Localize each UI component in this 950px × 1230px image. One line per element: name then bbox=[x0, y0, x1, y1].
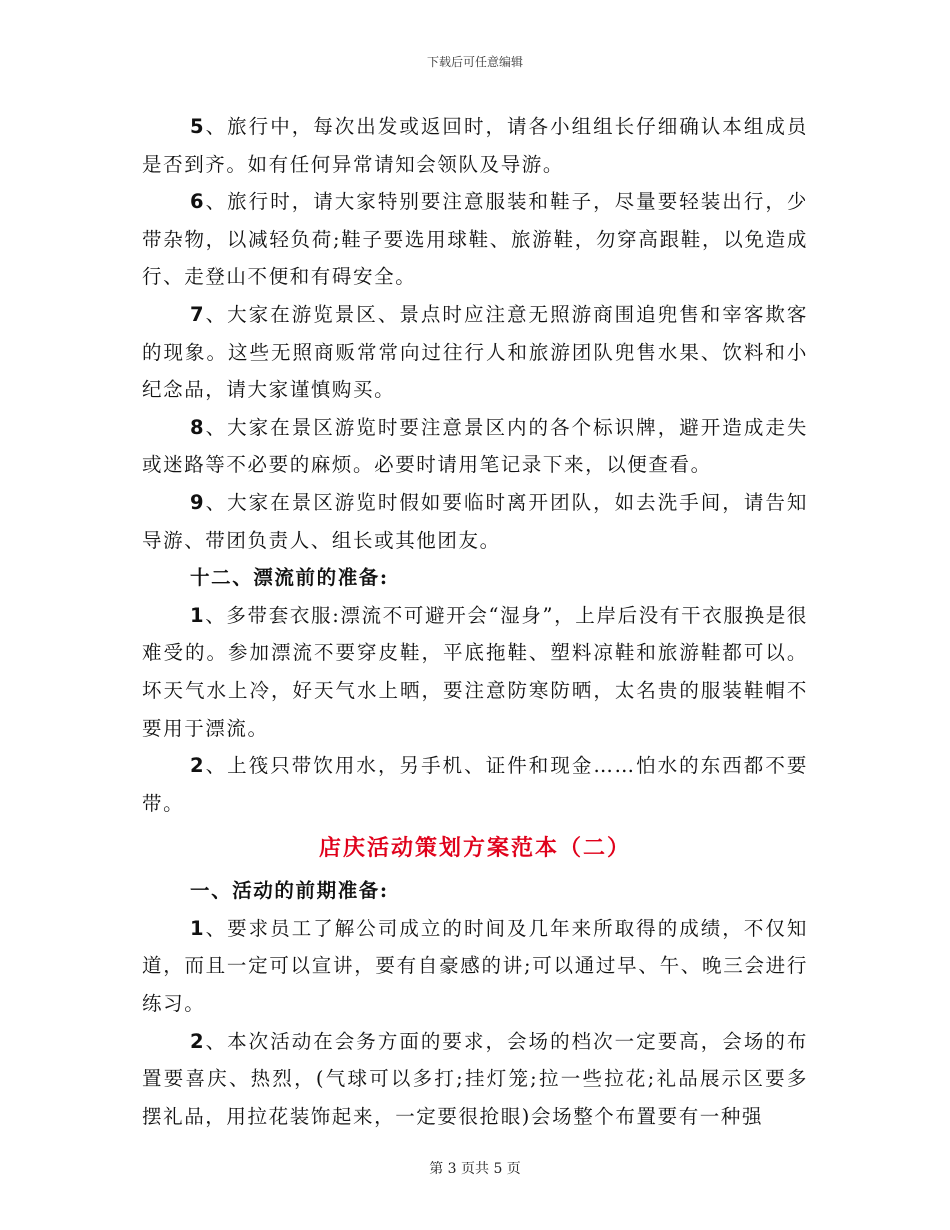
heading-rafting-preparation: 十二、漂流前的准备: bbox=[190, 566, 389, 590]
item-text: 、上筏只带饮用水，另手机、证件和现金……怕水的东西都不要带。 bbox=[142, 754, 808, 815]
page-header: 下载后可任意编辑 bbox=[426, 55, 523, 69]
item-number: 8 bbox=[190, 415, 206, 439]
item-number: 7 bbox=[190, 302, 206, 326]
item-text: 、要求员工了解公司成立的时间及几年来所取得的成绩，不仅知道，而且一定可以宣讲，要有自豪感的讲;可以通过早、午、晚三会进行练习。 bbox=[142, 916, 808, 1016]
page-footer: 第 3 页共 5 页 bbox=[429, 1161, 521, 1177]
item-text: 、大家在景区游览时要注意景区内的各个标识牌，避开造成走失或迷路等不必要的麻烦。必要时请用笔记录下来，以便查看。 bbox=[142, 415, 808, 477]
item-text: 、旅行中，每次出发或返回时，请各小组组长仔细确认本组成员是否到齐。如有任何异常请知会领队及导游。 bbox=[142, 115, 808, 176]
item-text: 、大家在景区游览时假如要临时离开团队，如去洗手间，请告知导游、带团负责人、组长或其他团友。 bbox=[142, 490, 808, 552]
list-item-9 bbox=[142, 484, 808, 559]
list-item-5 bbox=[142, 108, 808, 183]
list-item-6 bbox=[142, 183, 808, 296]
item-number: 2 bbox=[190, 754, 206, 778]
item-number: 2 bbox=[190, 1029, 206, 1053]
item-text: 、本次活动在会务方面的要求，会场的档次一定要高，会场的布置要喜庆、热烈，(气球可以多打;挂灯笼;拉一些拉花;礼品展示区要多摆礼品，用拉花装饰起来，一定要很抢眼)会场整个布置要有一种强 bbox=[142, 1029, 808, 1128]
rafting-item-2 bbox=[142, 747, 808, 822]
item-text: 、多带套衣服:漂流不可避开会“湿身”，上岸后没有干衣服换是很难受的。参加漂流不要穿皮鞋，平底拖鞋、塑料凉鞋和旅游鞋都可以。坏天气水上冷，好天气水上晒，要注意防寒防晒，太名贵的服装鞋帽不要用于漂流。 bbox=[142, 603, 808, 740]
item-number: 9 bbox=[190, 490, 206, 514]
heading-pre-event-preparation: 一、活动的前期准备: bbox=[190, 879, 389, 903]
list-item-7 bbox=[142, 296, 808, 409]
list-item-8 bbox=[142, 409, 808, 484]
item-number: 1 bbox=[190, 603, 206, 627]
item-number: 1 bbox=[190, 916, 206, 940]
section-title: 店庆活动策划方案范本（二） bbox=[318, 835, 631, 862]
item-number: 6 bbox=[190, 190, 206, 214]
rafting-item-1 bbox=[142, 597, 808, 747]
prep-item-2 bbox=[142, 1023, 808, 1136]
item-text: 、旅行时，请大家特别要注意服装和鞋子，尽量要轻装出行，少带杂物，以减轻负荷;鞋子要选用球鞋、旅游鞋，勿穿高跟鞋，以免造成行、走登山不便和有碍安全。 bbox=[142, 190, 808, 289]
item-text: 、大家在游览景区、景点时应注意无照游商围追兜售和宰客欺客的现象。这些无照商贩常常向过往行人和旅游团队兜售水果、饮料和小纪念品，请大家谨慎购买。 bbox=[142, 302, 808, 402]
item-number: 5 bbox=[190, 115, 206, 138]
prep-item-1 bbox=[142, 910, 808, 1023]
document-body bbox=[142, 108, 808, 1135]
